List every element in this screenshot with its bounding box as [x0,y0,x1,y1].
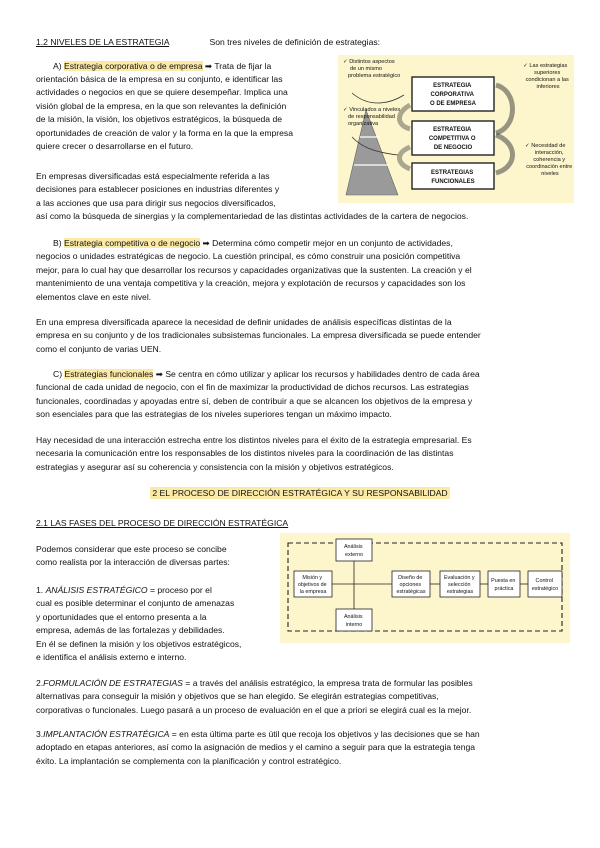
process-diagram [280,533,570,643]
control-label: Control estratégico [531,578,559,592]
left-note-2: ✓ Vinculados a niveles de responsabilidad organizativa [343,107,401,127]
left-note-1: ✓ Distintos aspectos de un mismo problema estratégico [343,59,401,79]
section-2-1-heading: 2.1 LAS FASES DEL PROCESO DE DIRECCIÓN ESTRATÉGICA [36,518,289,528]
phase-1-paragraph: 1. ANÁLISIS ESTRATÉGICO = proceso por el cual es posible determinar el conjunto de amenazas y oportunidades que el entorno presenta a la empresa, además de las fortalezas y debilidades. En él se definen la misión y los objetivos estratégicos, e identifica el análisis externo e interno. [36,585,242,663]
levels-diagram [338,55,574,203]
functional-strategy-label: ESTRATEGIAS FUNCIONALES [431,170,475,185]
level-c-label: Estrategias funcionales [64,369,154,379]
section-heading-1-2: 1.2 NIVELES DE LA ESTRATEGIA Son tres niveles de definición de estrategias: [36,37,381,47]
externo-label: Análisis externo [343,544,363,558]
corporate-strategy-label: ESTRATEGIA CORPORATIVA O DE EMPRESA [429,83,477,107]
level-b-paragraph: B) Estrategia competitiva o de negocio ➡ Determina cómo competir mejor en un conjunto de actividades, negocios o unidades estratégicas de negocio. La cuestión principal, es cómo construir una posición competitiva mejor, para lo cual hay que desarrollar los recursos y capacidades organizativas que la sustenten. La creación y el mantenimiento de una ventaja competitiva y la creación, mejora y explotación de recursos y capacidades son los elementos clave en este nivel. [36,238,472,302]
control-box [528,571,562,597]
right-note-2: ✓ Necesidad de interacción, coherencia y coordinación entre niveles [524,143,573,177]
level-a-body: orientación básica de la empresa en su conjunto, e identificar las actividades o negocios en que se quiere desempeñar. Implica una visión global de la empresa, en la que son relevantes la definición de la misión, la visión, los objetivos estratégicos, la búsqueda de oportunidades de creación de valor y la forma en la que la empresa quiere crecer o desarrollarse en el futuro. [36,74,294,152]
section-2-heading-wrap [36,488,564,498]
section-2-heading: 2 EL PROCESO DE DIRECCIÓN ESTRATÉGICA Y SU RESPONSABILIDAD [152,488,448,498]
diseno-label: Diseño de opciones estratégicas [396,575,426,595]
puesta-box [488,571,520,597]
phase-2-paragraph: 2.FORMULACIÓN DE ESTRATEGIAS = a través del análisis estratégico, la empresa trata de formular las posibles alternativas para conseguir la misión y objetivos que se han elegido. Se elegirán estrategias competitivas, corporativas o funcionales. Luego pasará a un proceso de evaluación en el que a priori se elegirá cual es la mejor. [36,678,473,715]
level-a-diversified-paragraph: En empresas diversificadas está especialmente referida a las decisiones para establecer posiciones en industrias diferentes y a las acciones que usa para dirigir sus negocios diversificados, así como la búsqueda de sinergias y la complementariedad de las distintas actividades de la cartera de negocios. [36,171,469,222]
level-a-first-line: A) Estrategia corporativa o de empresa ➡ Trata de fijar la [53,61,272,71]
puesta-label: Puesta en práctica [491,578,516,592]
evaluacion-label: Evaluación y selección estrategias [443,575,475,595]
level-a-label: Estrategia corporativa o de empresa [63,61,203,71]
mision-label: Misión y objetivos de la empresa [297,575,327,595]
phase-3-paragraph: 3.IMPLANTACIÓN ESTRATÉGICA = en esta última parte es útil que recoja los objetivos y las decisiones que se han adoptado en etapas anteriores, así como la asignación de medios y el camino a seguir para que la estrategia tenga éxito. La implantación se complementa con la planificación y control estratégico. [36,729,480,766]
phase-3-term: IMPLANTACIÓN ESTRATÉGICA [43,729,170,739]
level-c-paragraph: C) Estrategias funcionales ➡ Se centra en cómo utilizar y aplicar los recursos y habilidades dentro de cada área funcional de cada unidad de negocio, con el fin de maximizar la productividad de dichos recursos. Las estrategias funcionales, coordinadas y apoyadas entre sí, deben de contribuir a que se alcancen los objetivos de la empresa y son esenciales para que las estrategias de los niveles superiores tengan un máximo impacto. [36,369,480,420]
level-b-label: Estrategia competitiva o de negocio [63,238,201,248]
interno-label: Análisis interno [343,614,363,628]
right-note-1: ✓ Las estrategias superiores condicionan a las inferiores [523,63,569,90]
competitive-strategy-label: ESTRATEGIA COMPETITIVA O DE NEGOCIO [428,127,476,151]
phase-2-term: FORMULACIÓN DE ESTRATEGIAS [43,678,183,688]
levels-closing-paragraph: Hay necesidad de una interacción estrecha entre los distintos niveles para el éxito de la estrategia empresarial. Es necesaria la comunicación entre los responsables de los distintos niveles para la coordinación de las distintas estrategias y asegurar así su coherencia y consistencia con la misión y objetivos estratégicos. [36,435,472,472]
phase-1-term: ANÁLISIS ESTRATÉGICO [45,585,148,595]
phases-intro: Podemos considerar que este proceso se concibe como realista por la interacción de diversas partes: [36,544,230,568]
level-a-paragraph [36,60,343,73]
functional-strategy-box [412,163,494,189]
level-b-diversified-paragraph: En una empresa diversificada aparece la necesidad de definir unidades de análisis específicas distintas de la empresa en su conjunto y de los tradicionales subsistemas funcionales. La empresa diversificada se puede entender como el conjunto de varias UEN. [36,317,481,354]
